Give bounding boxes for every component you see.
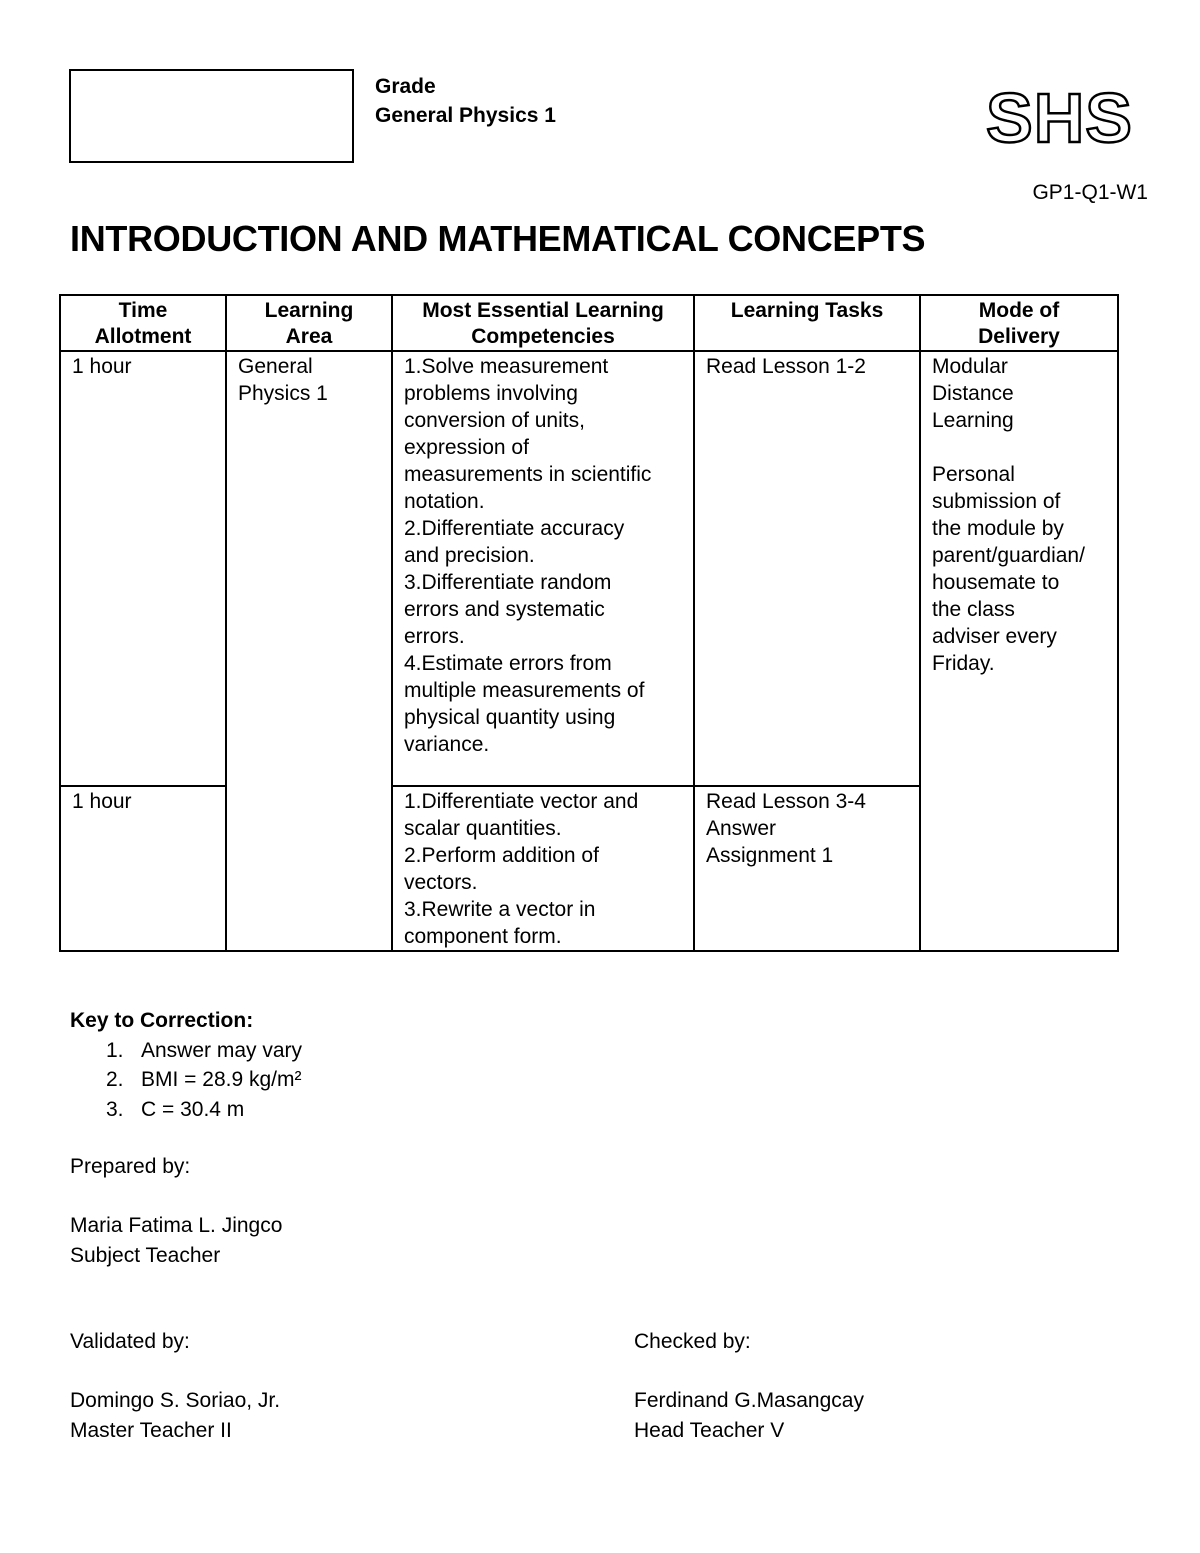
cell-learning-tasks: Read Lesson 1-2	[694, 351, 920, 786]
answer-key-title: Key to Correction:	[70, 1009, 254, 1032]
cell-mode-of-delivery: Modular Distance Learning Personal submission of the module by parent/guardian/ housemate to the class adviser every Friday.	[920, 351, 1118, 951]
list-item: 2. BMI = 28.9 kg/m²	[106, 1068, 302, 1091]
cell-competencies: 1.Solve measurement problems involving conversion of units, expression of measurements in scientific notation. 2.Differentiate accuracy and precision. 3.Differentiate random errors and systematic errors. 4.Estimate errors from multiple measurements of physical quantity using variance.	[392, 351, 694, 786]
header-time-allotment: Time Allotment	[60, 295, 226, 351]
table-row	[60, 351, 1118, 786]
cell-time: 1 hour	[60, 351, 226, 786]
header-learning-tasks: Learning Tasks	[694, 295, 920, 351]
name-box	[69, 69, 354, 163]
checked-by-name: Ferdinand G.Masangcay	[634, 1389, 864, 1412]
header-competencies: Most Essential Learning Competencies	[392, 295, 694, 351]
header-learning-area: Learning Area	[226, 295, 392, 351]
table-header-row	[60, 295, 1118, 351]
cell-learning-tasks: Read Lesson 3-4 Answer Assignment 1	[694, 786, 920, 951]
learning-plan-table	[59, 294, 1119, 952]
answer-key	[70, 1006, 302, 1124]
validated-by-block	[70, 1327, 280, 1445]
prepared-by-label: Prepared by:	[70, 1155, 191, 1178]
cell-time: 1 hour	[60, 786, 226, 951]
prepared-by-block	[70, 1152, 282, 1270]
subject-name: General Physics 1	[375, 104, 556, 127]
prepared-by-name: Maria Fatima L. Jingco	[70, 1214, 283, 1237]
list-item: 3. C = 30.4 m	[106, 1097, 245, 1121]
validated-by-label: Validated by:	[70, 1330, 190, 1353]
shs-logo: SHS	[986, 79, 1133, 157]
cell-learning-area: General Physics 1	[226, 351, 392, 951]
header-info	[375, 72, 556, 130]
validated-by-role: Master Teacher II	[70, 1418, 232, 1442]
module-code: GP1-Q1-W1	[1032, 181, 1148, 204]
checked-by-block	[634, 1327, 864, 1445]
page-title: INTRODUCTION AND MATHEMATICAL CONCEPTS	[70, 218, 926, 259]
list-item: 1. Answer may vary	[106, 1038, 303, 1062]
prepared-by-role: Subject Teacher	[70, 1243, 221, 1267]
grade-label: Grade	[375, 75, 436, 98]
checked-by-label: Checked by:	[634, 1330, 751, 1353]
header-mode-of-delivery: Mode of Delivery	[920, 295, 1118, 351]
cell-competencies: 1.Differentiate vector and scalar quantities. 2.Perform addition of vectors. 3.Rewrite a vector in component form.	[392, 786, 694, 951]
checked-by-role: Head Teacher V	[634, 1418, 785, 1442]
validated-by-name: Domingo S. Soriao, Jr.	[70, 1389, 281, 1412]
